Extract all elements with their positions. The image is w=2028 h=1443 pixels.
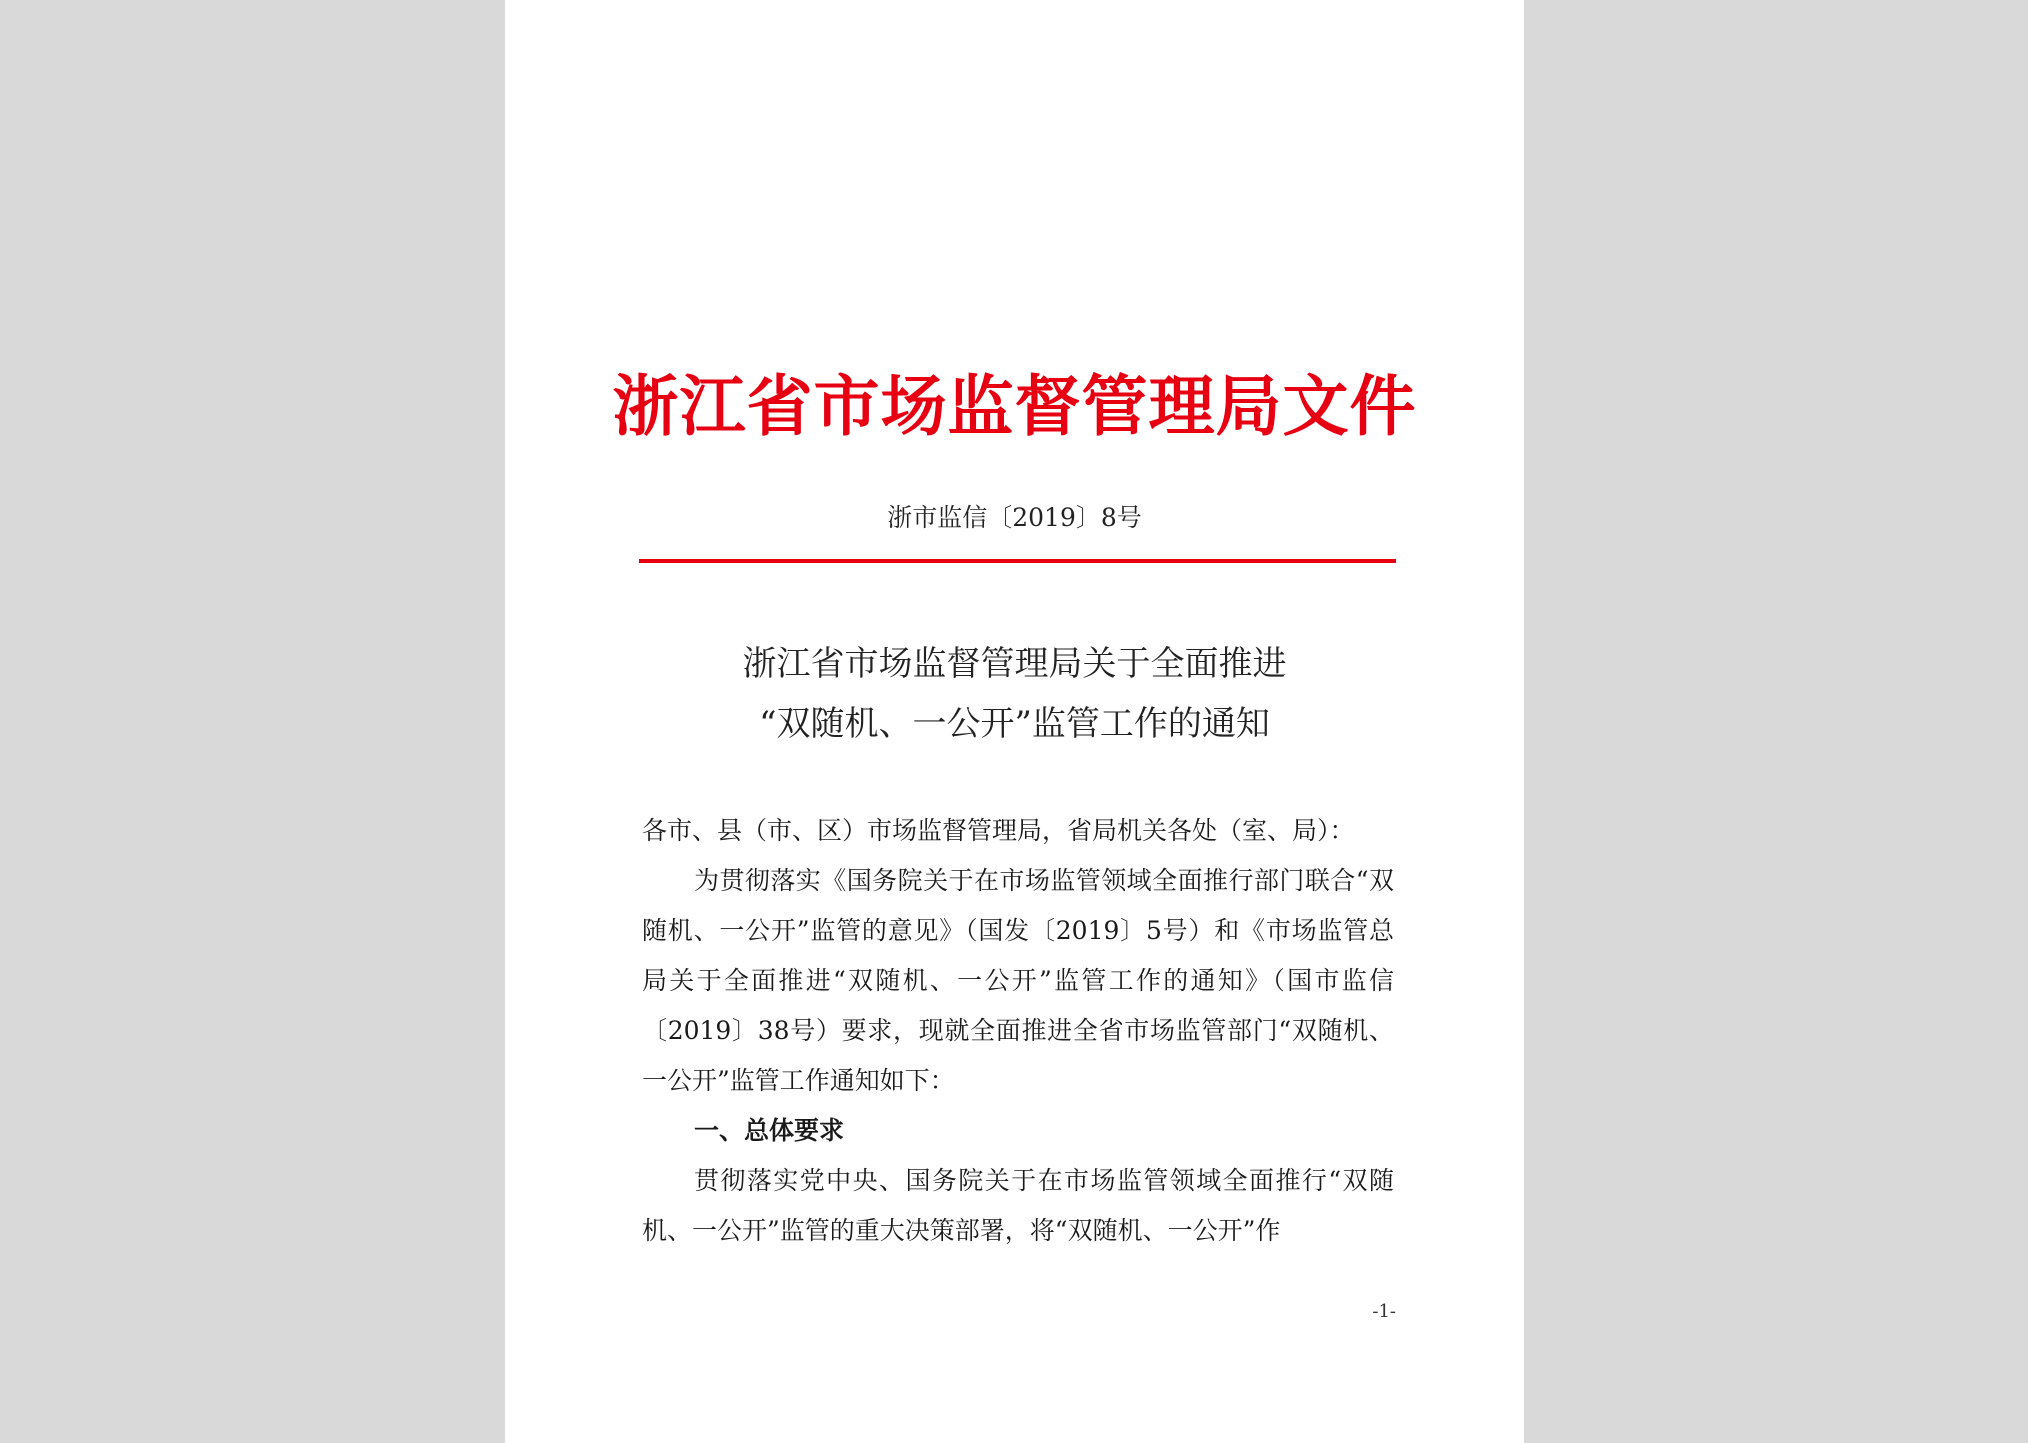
red-divider-rule [639, 559, 1396, 563]
document-title-line-2: “双随机、一公开”监管工作的通知 [759, 704, 1270, 744]
document-number: 浙市监信〔2019〕8号 [887, 503, 1142, 532]
salutation: 各市、县（市、区）市场监督管理局，省局机关各处（室、局）： [642, 816, 1355, 845]
body-paragraph: 为贯彻落实《国务院关于在市场监管领域全面推行部门联合“双随机、一公开”监管的意见》（国发〔2019〕5号）和《市场监管总局关于全面推进“双随机、一公开”监管工作的通知》（国市监信〔2019〕38号）要求，现就全面推进全省市场监管部门“双随机、一公开”监管工作通知如下： [642, 866, 1394, 1095]
document-title-line-1: 浙江省市场监督管理局关于全面推进 [742, 644, 1287, 684]
body-paragraph: 贯彻落实党中央、国务院关于在市场监管领域全面推行“双随机、一公开”监管的重大决策部署，将“双随机、一公开”作 [642, 1166, 1394, 1245]
page-number: -1- [1372, 1301, 1396, 1322]
section-heading: 一、总体要求 [694, 1116, 845, 1145]
document-title [505, 634, 1524, 754]
document-body [642, 806, 1394, 1256]
document-header-title: 浙江省市场监督管理局文件 [612, 368, 1417, 445]
document-page [505, 0, 1524, 1443]
